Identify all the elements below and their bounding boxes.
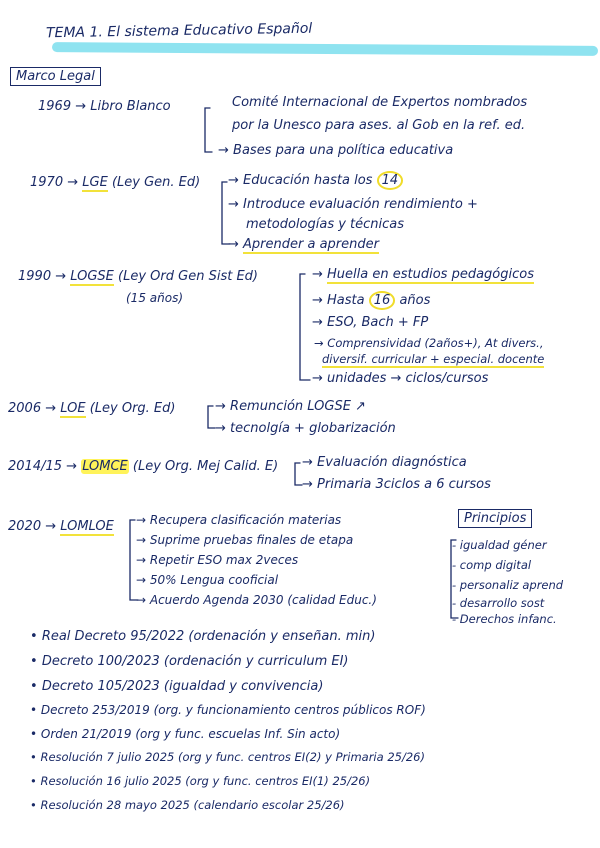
law-item-row: → Repetir ESO max 2veces — [136, 553, 299, 567]
law-description: (Ley Org. Ed) — [89, 401, 176, 416]
law-name: Libro Blanco — [90, 99, 171, 114]
law-item: Evaluación diagnóstica — [317, 455, 467, 470]
law-item-row: → Evaluación diagnóstica — [302, 455, 467, 470]
law-item: Aprender a aprender — [243, 237, 379, 252]
principio-item: - desarrollo sost — [452, 596, 545, 610]
law-description: (Ley Ord Gen Sist Ed) — [118, 269, 258, 284]
law-item: Repetir ESO max 2veces — [149, 553, 299, 567]
principio-item: - igualdad géner — [452, 538, 547, 552]
law-row-1969: 1969 → Libro Blanco — [38, 99, 171, 114]
decree-item: • Resolución 28 mayo 2025 (calendario escolar 25/26) — [30, 798, 345, 812]
law-item-row: → Remunción LOGSE ↗ — [215, 399, 366, 414]
law-item: Bases para una política educativa — [233, 143, 454, 158]
decree-item: • Decreto 253/2019 (org. y funcionamiento centros públicos ROF) — [30, 703, 426, 717]
principio-item: - personaliz aprend — [452, 578, 564, 592]
law-row-1970: 1970 → LGE (Ley Gen. Ed) — [30, 175, 201, 190]
law-item: Primaria 3ciclos a 6 cursos — [317, 477, 491, 492]
decree-item: • Resolución 16 julio 2025 (org y func. centros EI(1) 25/26) — [30, 774, 371, 788]
law-item-row: → ESO, Bach + FP — [312, 315, 429, 330]
law-item-row: → Acuerdo Agenda 2030 (calidad Educ.) — [136, 593, 377, 607]
decree-item: • Orden 21/2019 (org y func. escuelas Inf. Sin acto) — [30, 727, 341, 741]
law-item-row: → Suprime pruebas finales de etapa — [136, 533, 354, 547]
law-item-row: → Bases para una política educativa — [218, 143, 454, 158]
law-item: Introduce evaluación rendimiento + — [243, 197, 478, 212]
law-item-row: → Recupera clasificación materias — [136, 513, 342, 527]
law-name: LOMCE — [82, 459, 128, 474]
law-item-row — [322, 354, 544, 366]
marco-legal-label: Marco Legal — [10, 67, 101, 86]
principios-heading — [458, 512, 532, 525]
law-item-row: → Introduce evaluación rendimiento + — [228, 197, 478, 212]
law-item: tecnolgía + globarización — [230, 421, 396, 436]
law-description: (Ley Org. Mej Calid. E) — [132, 459, 279, 474]
law-row-2014: 2014/15 → LOMCE (Ley Org. Mej Calid. E) — [8, 459, 279, 474]
law-item: metodologías y técnicas — [246, 217, 405, 232]
law-description: (Ley Gen. Ed) — [111, 175, 201, 190]
law-item: diversif. curricular + especial. docente — [322, 352, 545, 366]
principio-item: - Derechos infanc. — [452, 612, 557, 626]
law-item: Remunción LOGSE ↗ — [230, 399, 366, 414]
law-item: 50% Lengua cooficial — [149, 573, 279, 587]
principios-label: Principios — [458, 509, 532, 528]
law-name: LOGSE — [70, 269, 114, 284]
decree-text: Orden 21/2019 (org y func. escuelas Inf. Sin acto) — [40, 727, 341, 741]
decree-text: Resolución 7 julio 2025 (org y func. centros EI(2) y Primaria 25/26) — [40, 750, 425, 764]
law-name: LOMLOE — [60, 519, 114, 534]
decree-text: Decreto 105/2023 (igualdad y convivencia) — [41, 679, 324, 694]
law-item-row: → Hasta 16 años — [312, 293, 431, 308]
law-row-2020: 2020 → LOMLOE — [8, 519, 114, 534]
decree-item: • Real Decreto 95/2022 (ordenación y enseñan. min) — [30, 629, 376, 644]
law-item: años — [399, 293, 431, 308]
law-item-row: → unidades → ciclos/cursos — [312, 371, 489, 386]
law-year: 1990 — [18, 269, 52, 284]
decree-item: • Resolución 7 julio 2025 (org y func. centros EI(2) y Primaria 25/26) — [30, 750, 425, 764]
law-subdescription: (15 años) — [126, 291, 183, 305]
principio-item: - comp digital — [452, 558, 532, 572]
law-item: ESO, Bach + FP — [327, 315, 429, 330]
decree-item: • Decreto 100/2023 (ordenación y curriculum EI) — [30, 654, 349, 669]
law-year: 1970 — [30, 175, 64, 190]
decree-text: Decreto 100/2023 (ordenación y curriculum EI) — [41, 654, 349, 669]
law-item: Suprime pruebas finales de etapa — [149, 533, 354, 547]
law-item-row: → Primaria 3ciclos a 6 cursos — [302, 477, 491, 492]
decree-item: • Decreto 105/2023 (igualdad y convivencia) — [30, 679, 324, 694]
decree-text: Resolución 28 mayo 2025 (calendario escolar 25/26) — [40, 798, 345, 812]
decree-text: Real Decreto 95/2022 (ordenación y enseñan. min) — [41, 629, 376, 644]
decree-text: Decreto 253/2019 (org. y funcionamiento centros públicos ROF) — [40, 703, 426, 717]
law-item: Hasta — [327, 293, 365, 308]
law-item: unidades → ciclos/cursos — [327, 371, 489, 386]
law-item: Acuerdo Agenda 2030 (calidad Educ.) — [149, 593, 377, 607]
law-item-row: → tecnolgía + globarización — [215, 421, 396, 436]
law-year: 2006 — [8, 401, 42, 416]
law-item: Comprensividad (2años+), At divers., — [327, 336, 544, 350]
law-item: Comité Internacional de Expertos nombrados — [232, 95, 528, 110]
page-title: TEMA 1. El sistema Educativo Español — [45, 20, 313, 42]
law-item: Huella en estudios pedagógicos — [327, 267, 534, 282]
decree-text: Resolución 16 julio 2025 (org y func. centros EI(1) 25/26) — [40, 774, 371, 788]
law-year: 2020 — [8, 519, 42, 534]
law-name: LOE — [60, 401, 86, 416]
law-year: 1969 — [38, 99, 72, 114]
age-circled: 14 — [377, 171, 404, 190]
law-item: por la Unesco para ases. al Gob en la ref. ed. — [232, 118, 526, 133]
law-row-2006: 2006 → LOE (Ley Org. Ed) — [8, 401, 176, 416]
law-item: Educación hasta los — [243, 173, 373, 188]
law-item-row: → 50% Lengua cooficial — [136, 573, 279, 587]
age-circled: 16 — [369, 291, 396, 310]
law-item-row: → Aprender a aprender — [228, 237, 379, 252]
law-item: Recupera clasificación materias — [149, 513, 342, 527]
law-row-1990: 1990 → LOGSE (Ley Ord Gen Sist Ed) — [18, 269, 258, 284]
law-name: LGE — [82, 175, 108, 190]
law-item-row: → Huella en estudios pedagógicos — [312, 267, 534, 282]
law-item-row: → Comprensividad (2años+), At divers., — [314, 336, 544, 350]
law-item-row: → Educación hasta los 14 — [228, 174, 403, 187]
law-year: 2014/15 — [8, 459, 63, 474]
